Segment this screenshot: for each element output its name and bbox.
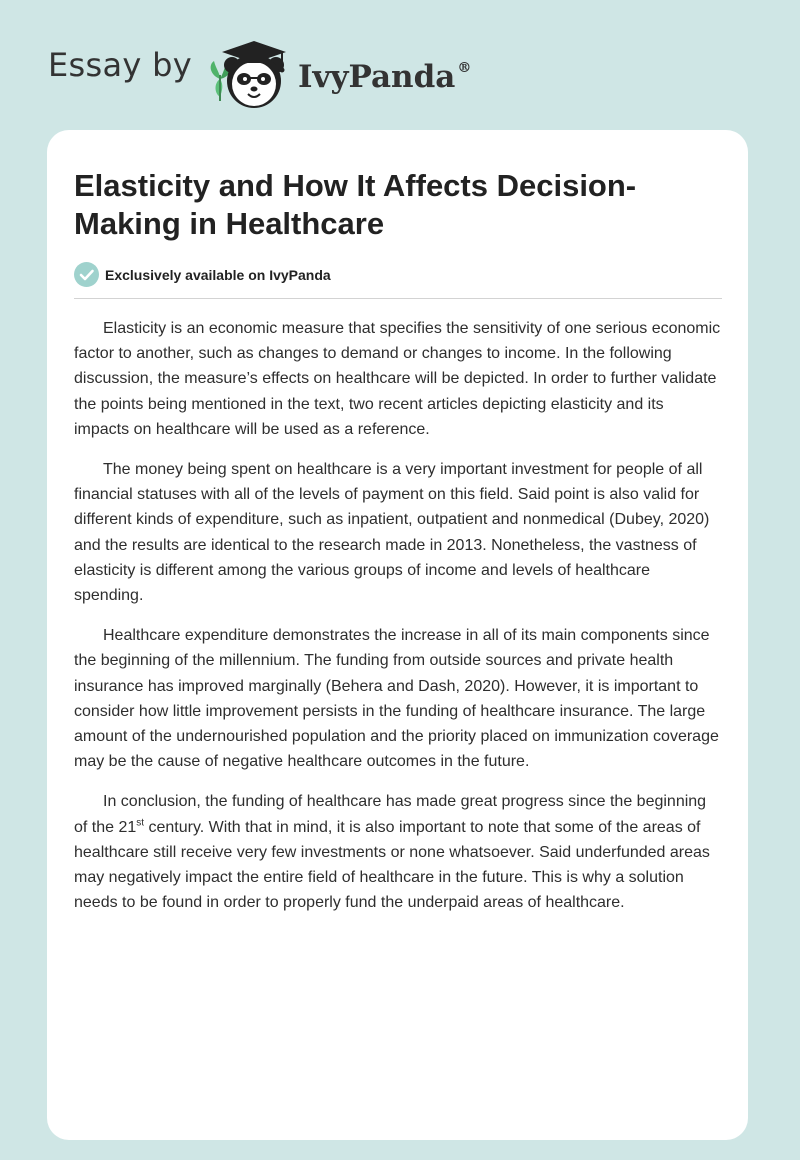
panda-logo-icon <box>206 35 296 115</box>
conclusion-text-end: century. With that in mind, it is also important to note that some of the areas of healthcare still receive very few investments or none whatsoever. Said underfunded areas may negatively impact the entire field of healthcare in the future. This is why a solution needs to be found in order to properly fund the underpaid areas of healthcare. <box>74 818 710 912</box>
essay-body <box>74 316 722 915</box>
brand-name <box>298 59 471 95</box>
paragraph-4 <box>74 789 722 915</box>
brand-name-text: IvyPanda <box>297 59 456 95</box>
paragraph-1: Elasticity is an economic measure that specifies the sensitivity of one serious economic factor to another, such as changes to demand or changes to income. In the following discussion, the measure’s effects on healthcare will be depicted. In order to further validate the points being mentioned in the text, two recent articles depicting elasticity and its impacts on healthcare will be used as a reference. <box>74 320 721 438</box>
paragraph-3: Healthcare expenditure demonstrates the increase in all of its main components since the beginning of the millennium. The funding from outside sources and private health insurance has improved marginally (Behera and Dash, 2020). However, it is important to consider how little improvement persists in the funding of healthcare insurance. The large amount of the undernourished population and the priority placed on immunization coverage may be the cause of negative healthcare outcomes in the future. <box>74 627 719 771</box>
essay-by-label: Essay by <box>48 46 192 84</box>
ordinal-superscript: st <box>136 817 145 829</box>
exclusive-label: Exclusively available on IvyPanda <box>105 266 331 283</box>
registered-mark: ® <box>457 59 472 76</box>
essay-card <box>47 130 748 1140</box>
conclusion-text-start: In conclusion, the funding of healthcare has made great progress since the beginning of the 21 <box>74 793 707 836</box>
brand-header[interactable] <box>48 30 471 120</box>
paragraph-2: The money being spent on healthcare is a very important investment for people of all financial statuses with all of the levels of payment on this field. Said point is also valid for different kinds of expenditure, such as inpatient, outpatient and nonmedical (Dubey, 2020) and the results are identical to the research made in 2013. Nonetheless, the vastness of elasticity is different among the various groups of income and levels of healthcare spending. <box>74 461 710 605</box>
check-circle-icon <box>74 262 99 287</box>
divider <box>74 298 722 299</box>
page-title: Elasticity and How It Affects Decision-Making in Healthcare <box>74 168 637 241</box>
exclusive-badge <box>74 262 722 287</box>
